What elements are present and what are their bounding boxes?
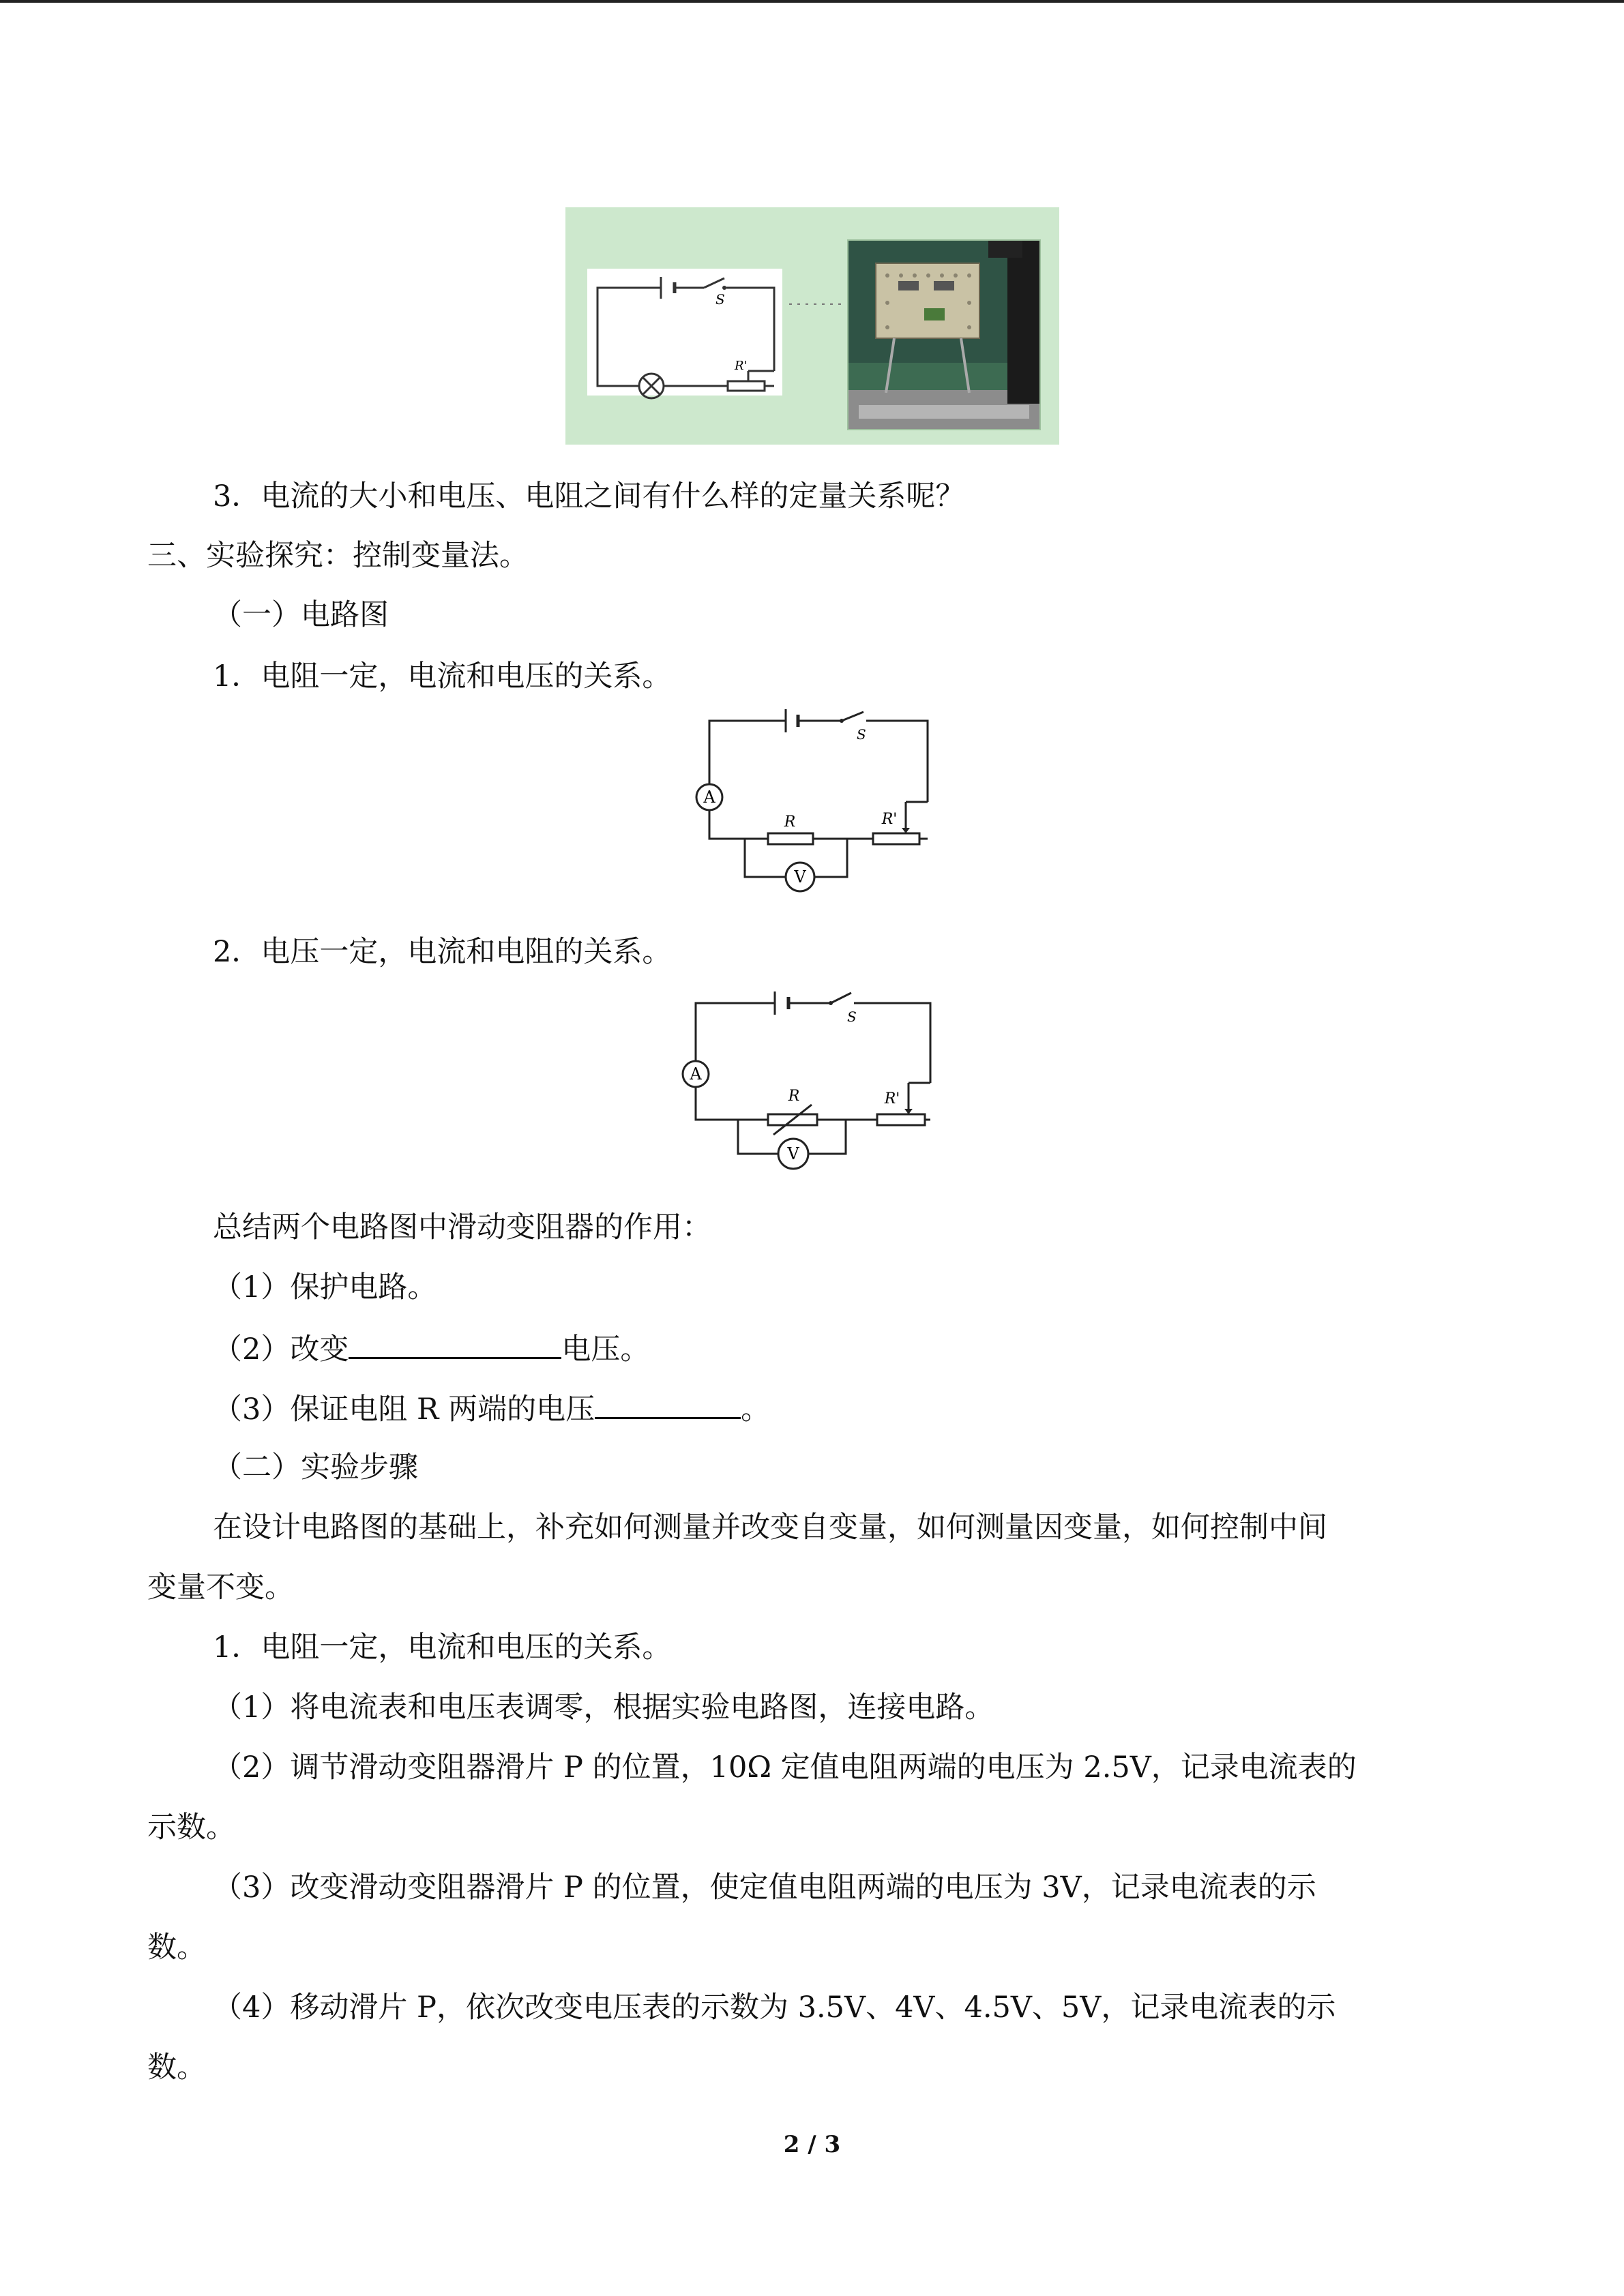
role-3-prefix: （3）保证电阻 R 两端的电压 bbox=[213, 1392, 595, 1427]
design-paragraph-line-1: 在设计电路图的基础上，补充如何测量并改变自变量，如何测量因变量，如何控制中间 bbox=[213, 1510, 1327, 1545]
step-1: （1）将电流表和电压表调零，根据实验电路图，连接电路。 bbox=[213, 1690, 994, 1725]
role-3-suffix: 。 bbox=[741, 1392, 771, 1427]
subsection-2-heading: （二）实验步骤 bbox=[213, 1450, 418, 1485]
role-3 bbox=[213, 1387, 770, 1430]
circuit-2-diagram bbox=[673, 983, 948, 1177]
role-2 bbox=[213, 1327, 649, 1370]
switch-label: S bbox=[715, 291, 725, 308]
step-4-line-1: （4）移动滑片 P，依次改变电压表的示数为 3.5V、4V、4.5V、5V，记录电流表的示 bbox=[213, 1991, 1336, 2025]
ammeter-label: A bbox=[703, 788, 715, 807]
resistor-label: R bbox=[788, 1088, 800, 1105]
role-2-blank[interactable] bbox=[349, 1327, 561, 1359]
lamp-circuit-diagram bbox=[587, 269, 782, 398]
page-number: 2 / 3 bbox=[783, 2131, 841, 2158]
step-4-line-2: 数。 bbox=[147, 2051, 206, 2085]
switch-label: S bbox=[857, 726, 866, 743]
role-1: （1）保护电路。 bbox=[213, 1270, 437, 1304]
steps-title: 1．电阻一定，电流和电压的关系。 bbox=[213, 1630, 672, 1665]
experiment-photo bbox=[848, 240, 1040, 430]
step-3-line-2: 数。 bbox=[147, 1930, 206, 1965]
top-rule bbox=[0, 0, 1624, 3]
resistor-label: R bbox=[784, 814, 796, 831]
circuit-1-diagram bbox=[688, 704, 941, 899]
top-figure-svg bbox=[565, 207, 1059, 445]
section-3-heading: 三、实验探究：控制变量法。 bbox=[147, 539, 529, 573]
step-3-line-1: （3）改变滑动变阻器滑片 P 的位置，使定值电阻两端的电压为 3V，记录电流表的示 bbox=[213, 1870, 1316, 1905]
question-3: 3．电流的大小和电压、电阻之间有什么样的定量关系呢？ bbox=[213, 479, 965, 513]
step-2-line-1: （2）调节滑动变阻器滑片 P 的位置，10Ω 定值电阻两端的电压为 2.5V，记录电流表的 bbox=[213, 1750, 1357, 1785]
role-3-blank[interactable] bbox=[595, 1387, 741, 1419]
circuit-2-title: 2．电压一定，电流和电阻的关系。 bbox=[213, 935, 672, 969]
switch-label: S bbox=[847, 1009, 857, 1025]
voltmeter-label: V bbox=[787, 1144, 799, 1163]
circuit-1-svg bbox=[688, 704, 941, 899]
design-paragraph-line-2: 变量不变。 bbox=[147, 1570, 294, 1605]
voltmeter-label: V bbox=[794, 867, 806, 886]
role-2-suffix: 电压。 bbox=[561, 1332, 650, 1367]
rheostat-label: R' bbox=[884, 1090, 900, 1107]
role-2-prefix: （2）改变 bbox=[213, 1332, 349, 1367]
step-2-line-2: 示数。 bbox=[147, 1810, 235, 1845]
rheostat-label: R' bbox=[735, 359, 748, 373]
ammeter-label: A bbox=[690, 1064, 702, 1084]
subsection-1-heading: （一）电路图 bbox=[213, 598, 389, 632]
circuit-1-title: 1．电阻一定，电流和电压的关系。 bbox=[213, 659, 672, 694]
summary-heading: 总结两个电路图中滑动变阻器的作用： bbox=[213, 1210, 711, 1244]
rheostat-label: R' bbox=[881, 811, 898, 828]
circuit-2-svg bbox=[673, 983, 948, 1177]
top-figure bbox=[565, 207, 1059, 445]
